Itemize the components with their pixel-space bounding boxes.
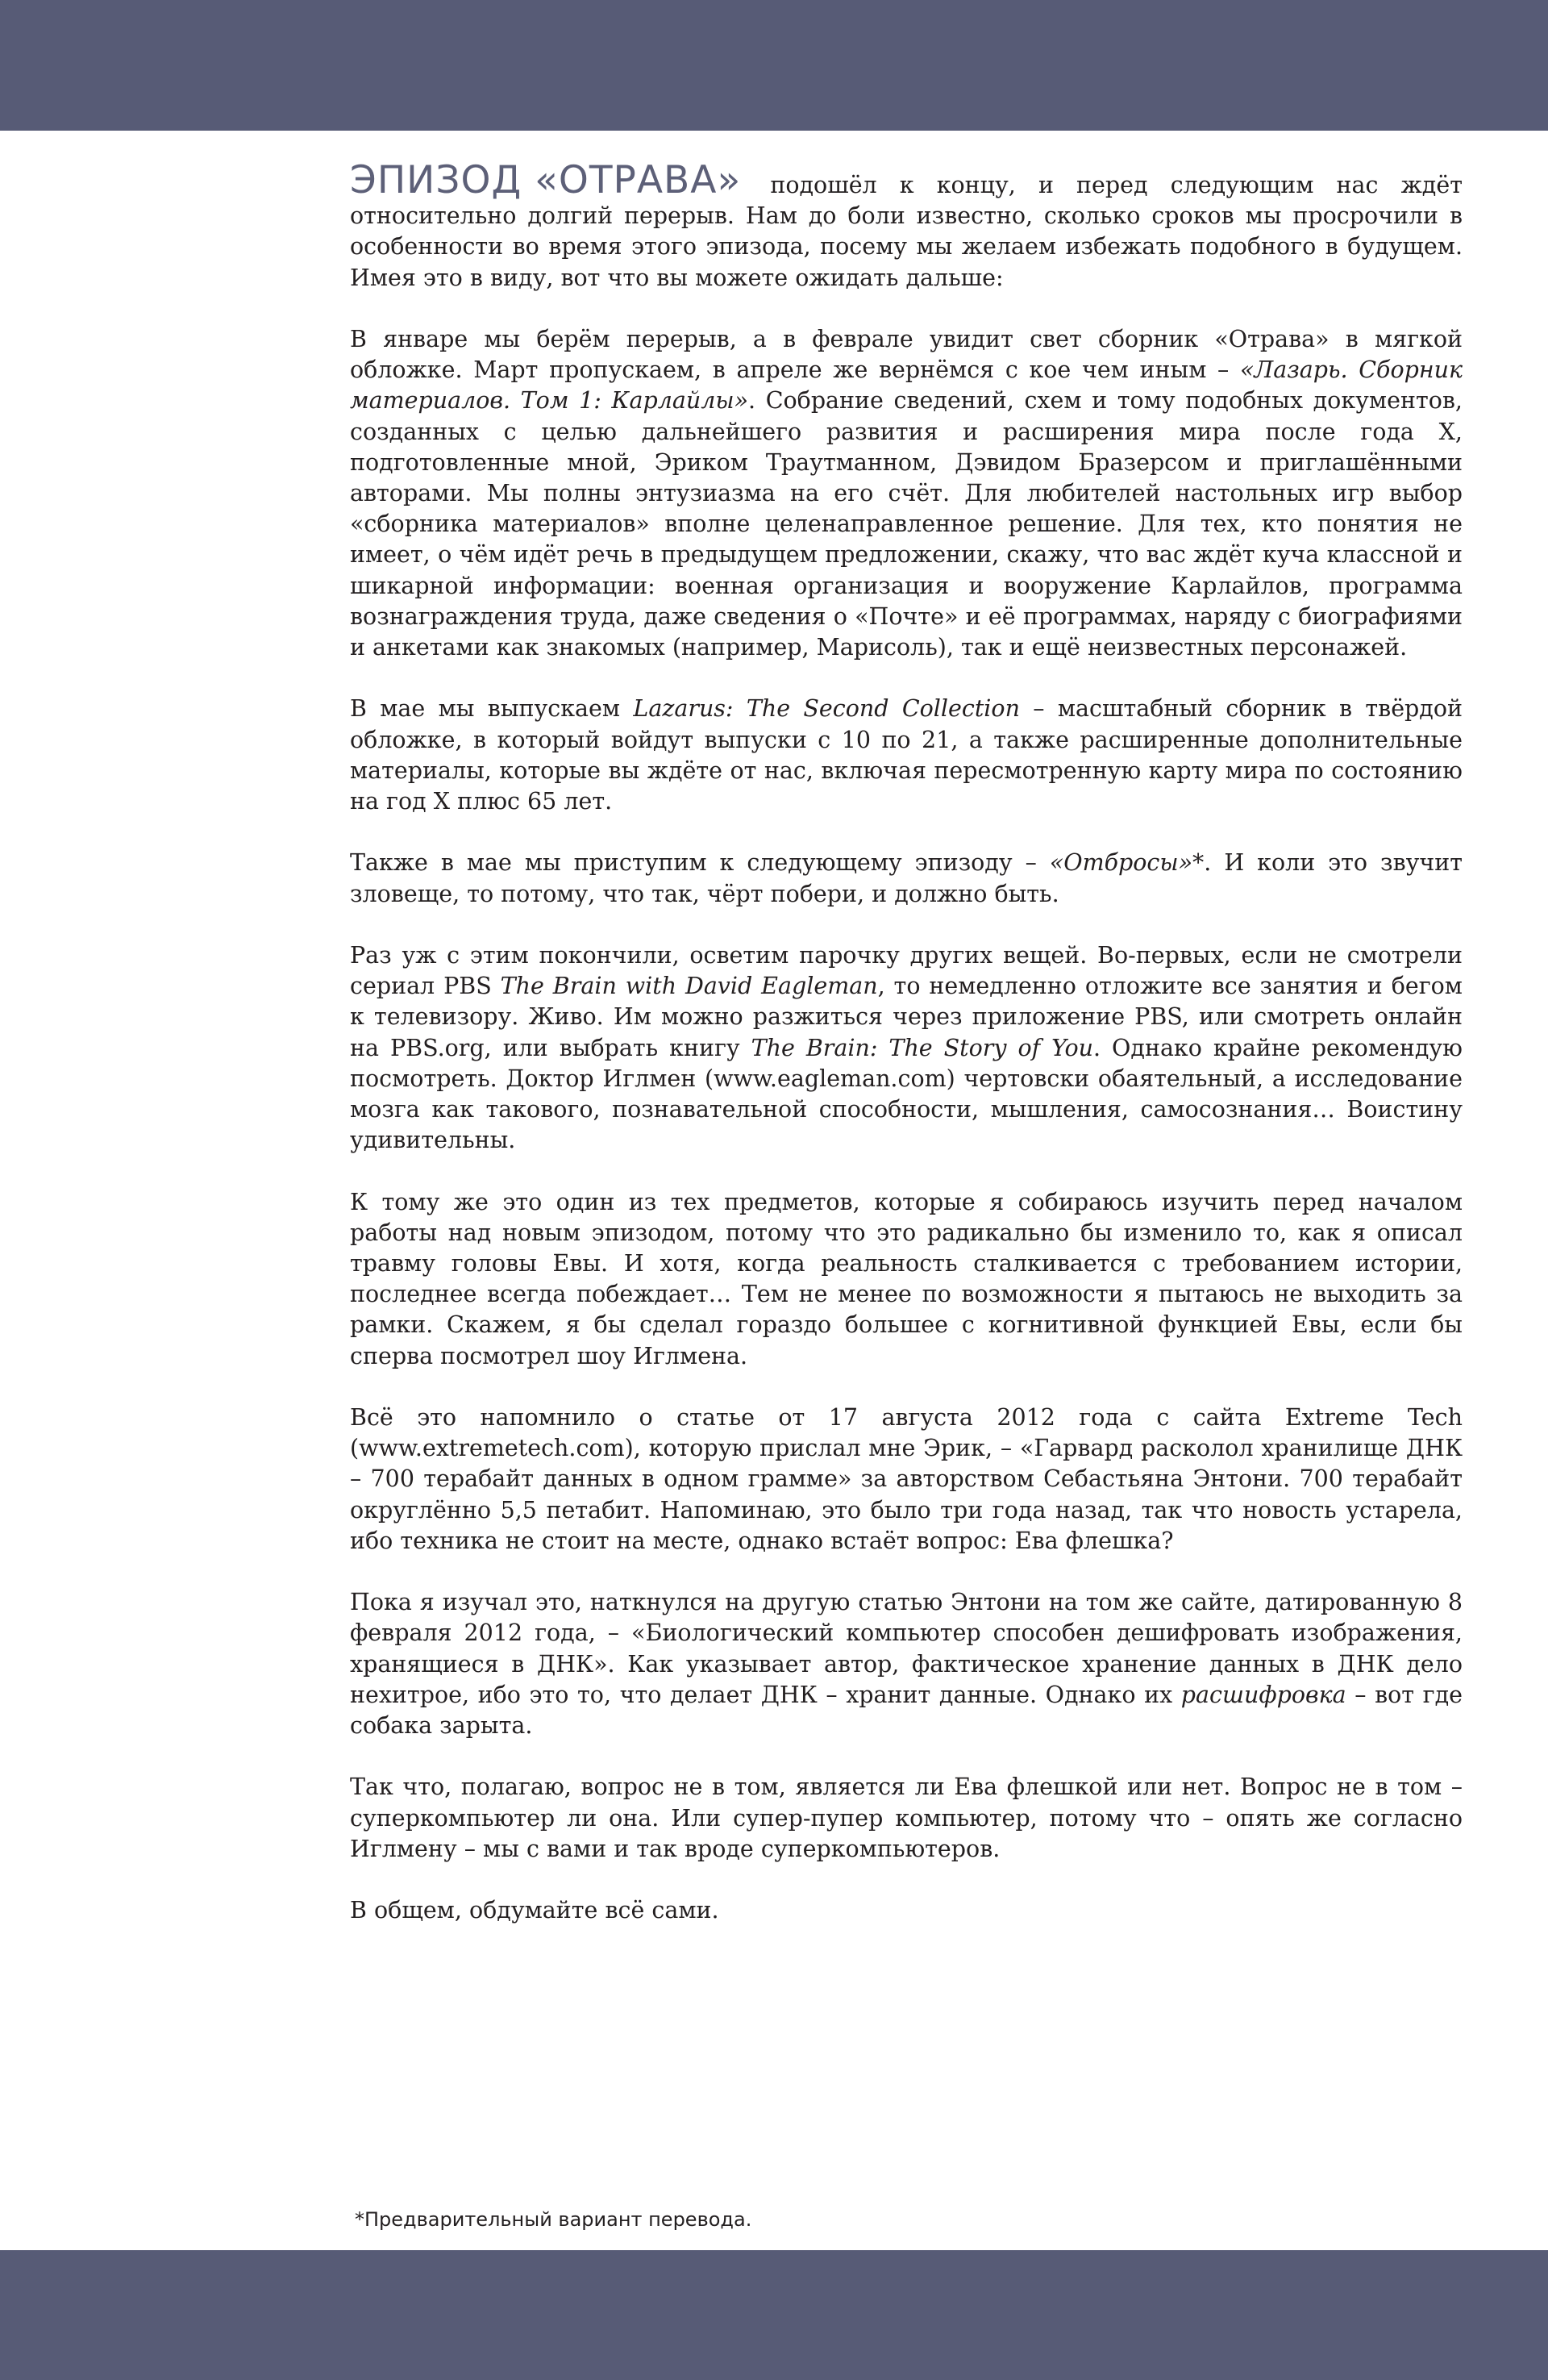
paragraph-intro xyxy=(350,158,1463,294)
intro-text: подошёл к концу, и перед следующим нас ждёт относительно долгий перерыв. Нам до боли известно, сколько сроков мы просрочили в особенности во время этого эпизода, посему мы желаем избежать подобного в будущем. Имея это в виду, вот что вы можете ожидать дальше: xyxy=(350,172,1463,291)
top-band xyxy=(0,0,1548,131)
text-run: *. И коли это звучит зловеще, то потому, что так, чёрт побери, и должно быть. xyxy=(350,849,1463,907)
series-title: The Brain with David Eagleman xyxy=(500,973,878,1000)
text-run: Пока я изучал это, наткнулся на другую статью Энтони на том же сайте, датированную 8 февраля 2012 года, – «Биологический компьютер способен дешифровать изображения, хранящиеся в ДНК». Как указывает автор, фактическое хранение данных в ДНК дело нехитрое, ибо это то, что делает ДНК – хранит данные. Однако их xyxy=(350,1589,1463,1708)
text-run: . Однако крайне рекомендую посмотреть. Доктор Иглмен (www.eagleman.com) чертовски обаятельный, а исследование мозга как такового, познавательной способности, мышления, самосознания… Воистину удивительны. xyxy=(350,1034,1463,1154)
book-title: «Лазарь. Сборник материалов. Том 1: Карлайлы» xyxy=(350,356,1463,415)
article-body xyxy=(350,158,1463,1957)
bottom-band xyxy=(0,2250,1548,2380)
text-run: В мае мы выпускаем xyxy=(350,695,634,723)
paragraph-dna-storage: Всё это напомнило о статье от 17 августа 2012 года с сайта Extreme Tech (www.extremetech.com), которую прислал мне Эрик, – «Гарвард расколол хранилище ДНК – 700 терабайт данных в одном грамме» за авторством Себастьяна Энтони. 700 терабайт округлённо 5,5 петабит. Напоминаю, это было три года назад, так что новость устарела, ибо техника не стоит на месте, однако встаёт вопрос: Ева флешка? xyxy=(350,1404,1463,1554)
paragraph-next-episode xyxy=(350,848,1463,909)
paragraph-brain-series xyxy=(350,940,1463,1156)
text-run: , то немедленно отложите все занятия и бегом к телевизору. Живо. Им можно разжиться через приложение PBS, или смотреть онлайн на PBS.org, или выбрать книгу xyxy=(350,973,1463,1061)
emphasis: расшифровка xyxy=(1180,1681,1346,1708)
text-run: . Собрание сведений, схем и тому подобных документов, созданных с целью дальнейшего развития и расширения мира после года X, подготовленные мной, Эриком Траутманном, Дэвидом Бразерсом и приглашёнными авторами. Мы полны энтузиазма на его счёт. Для любителей настольных игр выбор «сборника материалов» вполне целенаправленное решение. Для тех, кто понятия не имеет, о чём идёт речь в предыдущем предложении, скажу, что вас ждёт куча классной и шикарной информации: военная организация и вооружение Карлайлов, программа вознаграждения труда, даже сведения о «Почте» и её программах, наряду с биографиями и анкетами как знакомых (например, Марисоль), так и ещё неизвестных персонажей. xyxy=(350,387,1463,661)
text-run: Также в мае мы приступим к следующему эпизоду – xyxy=(350,849,1050,877)
text-run: В январе мы берём перерыв, а в феврале увидит свет сборник «Отрава» в мягкой обложке. Март пропускаем, в апреле же вернёмся с кое чем иным – xyxy=(350,326,1463,384)
paragraph-closing: В общем, обдумайте всё сами. xyxy=(350,1897,719,1924)
footnote: *Предварительный вариант перевода. xyxy=(355,2208,752,2231)
episode-name: «Отбросы» xyxy=(1049,849,1193,877)
paragraph-may-collection xyxy=(350,694,1463,817)
text-run: – масштабный сборник в твёрдой обложке, в который войдут выпуски с 10 по 21, а также расширенные дополнительные материалы, которые вы ждёте от нас, включая пересмотренную карту мира по состоянию на год X плюс 65 лет. xyxy=(350,695,1463,815)
paragraph-head-trauma: К тому же это один из тех предметов, которые я собираюсь изучить перед началом работы над новым эпизодом, потому что это радикально бы изменило то, как я описал травму головы Евы. И хотя, когда реальность сталкивается с требованием истории, последнее всегда побеждает… Тем не менее по возможности я пытаюсь не выходить за рамки. Скажем, я бы сделал гораздо большее с когнитивной функцией Евы, если бы сперва посмотрел шоу Иглмена. xyxy=(350,1188,1463,1369)
paragraph-biocomputer xyxy=(350,1587,1463,1741)
book-title: The Brain: The Story of You xyxy=(751,1034,1093,1061)
text-run: – вот где собака зарыта. xyxy=(350,1681,1463,1740)
episode-title: ЭПИЗОД «ОТРАВА» xyxy=(350,158,742,202)
book-title: Lazarus: The Second Collection xyxy=(633,695,1020,723)
paragraph-schedule xyxy=(350,324,1463,663)
text-run: Раз уж с этим покончили, осветим парочку других вещей. Во-первых, если не смотрели сериал PBS xyxy=(350,942,1463,1000)
paragraph-supercomputer: Так что, полагаю, вопрос не в том, является ли Ева флешкой или нет. Вопрос не в том – суперкомпьютер ли она. Или супер-пупер компьютер, потому что – опять же согласно Иглмену – мы с вами и так вроде суперкомпьютеров. xyxy=(350,1774,1463,1862)
